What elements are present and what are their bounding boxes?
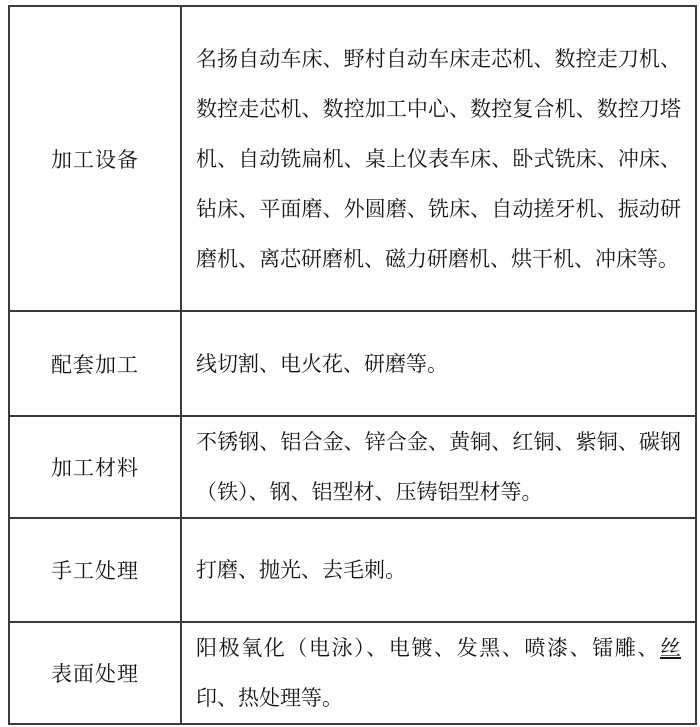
row-content-processing-equipment: 名扬自动车床、野村自动车床走芯机、数控走刀机、数控走芯机、数控加工中心、数控复合机、数控刀塔机、自动铣扁机、桌上仪表车床、卧式铣床、冲床、钻床、平面磨、外圆磨、铣床、自动搓牙机、振动研磨机、离芯研磨机、磁力研磨机、烘干机、冲床等。 [181, 6, 696, 311]
specs-table [8, 5, 697, 725]
row-label-processing-materials: 加工材料 [9, 416, 181, 518]
table-row [9, 622, 696, 724]
row-content-manual-processing: 打磨、抛光、去毛刺。 [181, 518, 696, 622]
surface-treatment-underlined-char: 丝 [660, 636, 681, 660]
row-label-surface-treatment: 表面处理 [9, 622, 181, 724]
row-label-manual-processing: 手工处理 [9, 518, 181, 622]
table-row [9, 311, 696, 416]
surface-treatment-text-before: 阳极氧化（电泳）、电镀、发黑、喷漆、镭雕、 [196, 636, 660, 660]
row-label-processing-equipment: 加工设备 [9, 6, 181, 311]
table-row [9, 518, 696, 622]
row-content-surface-treatment [181, 622, 696, 724]
row-content-processing-materials: 不锈钢、铝合金、锌合金、黄铜、红铜、紫铜、碳钢（铁）、钢、铝型材、压铸铝型材等。 [181, 416, 696, 518]
row-content-supporting-processing: 线切割、电火花、研磨等。 [181, 311, 696, 416]
row-label-supporting-processing: 配套加工 [9, 311, 181, 416]
table-row [9, 6, 696, 311]
surface-treatment-text-after: 印、热处理等。 [196, 686, 343, 710]
table-row [9, 416, 696, 518]
